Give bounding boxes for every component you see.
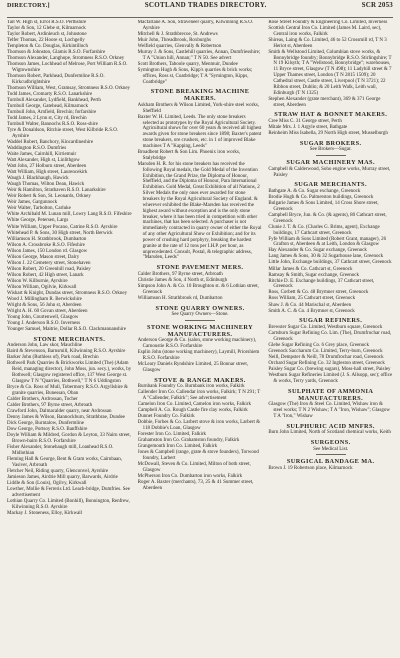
directory-entry: Campbell Bryce, Jun. & Co. (& agents), 80 Cathcart street, Greenock	[268, 212, 387, 224]
directory-entry: Reinheim Miss Isabella, 29 North High street, Musselburgh	[268, 130, 388, 136]
directory-entry: Tyre & Donaldson, Ritchie street, West Kilbride R.S.O. Ayrshire	[7, 128, 119, 140]
directory-entry: Lothian Quarry Co. Limited (Bonhill), Bonnington, Renfrew, Kilwinning R.S.O. Ayrshire	[7, 498, 130, 510]
cross-reference: See Brokers—Sugar.	[309, 147, 352, 153]
section-heading: SURGEONS.	[310, 439, 351, 446]
directory-entry: Forester Iron Co. Limited, Falkirk	[137, 432, 206, 438]
directory-entry: Burnbank Foundry Co. Burnbank iron works, Falkirk	[137, 384, 245, 390]
directory-entry: Dow George, Portsoy R.S.O. Banffshire	[7, 427, 88, 433]
directory-entry: Turnbull John, Arnfield, Brechin; forfarshire	[7, 110, 97, 116]
directory-entry: Baird & Stevenson, Barnsmill, Kilwinning R.S.O. Ayrshire	[7, 349, 126, 355]
directory-entry: Camelon Iron Co. Limited, Camelon iron works, Falkirk	[137, 402, 251, 408]
directory-entry: McLeary Daniels Ryndshire Limited, 25 Bonnar street, Glasgow	[137, 362, 248, 373]
directory-entry: Fisher Alexander, Stonehaugh mill, Loanhead R.S.O. Midlothian	[7, 444, 114, 456]
directory-entry: Ramsay & Smith, Sugar exchange, Greenock	[268, 272, 360, 278]
directory-entry: Williamson H. Strathbrook rd, Dumbarton	[137, 295, 223, 301]
directory-entry: Cartsburn Sugar Refining Co. Lim. (The), Drumfrochar road, Greenock	[268, 330, 392, 342]
directory-entry: Smith & Wellstood Limited, Columbian stove works, & Bonnybridge foundry; Bonnybridge R.S.O. Stirlingshire; T N 19 Kilsyth; T A "Wellstood, Bonnybridge"; warehouses, 11 Bryce street, Glasgow (T N 498); 11 Ladyhill street & 7 Upper Thames street, London (T N 2815 1509); 20 Cathedral street, Castle street, Liverpool (T N 3721); 22 Ribbon street, Dublin; & 20 Leith Walk, Leith wall, Edinburgh (T N 1325)	[268, 49, 392, 96]
directory-entry: Thomson William, West, Gramsay, Stromness R.S.O. Orkney	[7, 85, 131, 91]
directory-entry: Roger A. Baxter (merchants), 73, 25 & 41 Summer street, Aberdeen	[137, 480, 254, 491]
directory-entry: Shireas, Laing & Co. Limited, 46 to 52 Crossmill rd, T N 3 Heriot st, Aberdeen	[268, 37, 387, 49]
directory-entry: Watt Alexander, High st, Linlithgow	[7, 158, 80, 164]
directory-entry: Wilson W. Kilburnie, Ayrshire	[7, 278, 68, 284]
directory-entry: Broadbent Robert & Son Lim. Phoenix iron works, Stalybridge	[137, 150, 241, 161]
directory-entry: Young J. Anderson R.S.O. Inverness	[7, 321, 81, 326]
directory-entry: Waugh Thomas, Wilton Dean, Hawick	[7, 182, 85, 188]
directory-entry: Taylor Robert, Ardinleuch st, Johnstone	[7, 32, 87, 38]
section-heading: STOVE & RANGE MAKERS.	[154, 376, 246, 384]
divider	[316, 454, 346, 455]
directory-entry: Calder Brothers, 97 Byrne street, Arbroath	[7, 402, 93, 408]
cross-reference: See Quarry Owners—Stone.	[171, 312, 229, 318]
directory-entry: Callender Iron Co. Callendar iron works, Falkirk; T N 291; T A "Callender, Falkirk"; See advertisement	[137, 390, 261, 402]
header-page-number: SCR 2053	[361, 1, 393, 9]
directory-entry: Denny James & Wilson, Bannockburn, Strathbrae, Dundee	[7, 415, 125, 420]
directory-entry: Wood J. Millingham R. Berwickshire	[7, 296, 82, 302]
directory-entry: Calder Brothers, 97 Byrne street, Arbroath	[137, 271, 223, 277]
directory-entry: Shaw J. & Co. 44 Marischal st, Aberdeen	[268, 302, 352, 308]
directory-entry: Christie James & Son, 4 North st, Edinburgh	[137, 277, 228, 283]
directory-entry: Ross William, 25 Cathcart street, Greenock	[268, 296, 356, 302]
directory-entry: Wright A. H. 60 Govan street, Aberdeen	[7, 308, 88, 314]
directory-entry: Baxter W. H. Limited, Leeds. The only stone breakers selected as prototypes by the Royal Agricultural Society. Agricultural shows for over 60 years & received all highest awards given for stone breakers since 1898; Baxter's patent stone breakers, ore crushers, etc. in 1 of improved Blake machines T A "Kapping, Leeds"	[137, 114, 262, 149]
directory-entry: Wilson William, Ogilvie, Kirkwall	[7, 284, 77, 290]
directory-entry: Anderson George & Co. (salon, stone working machinery), Carnoustie R.S.O. Forfarshire	[137, 338, 257, 350]
directory-entry: Watt John, 27 Holburn street, Aberdeen	[7, 164, 87, 170]
directory-entry: Doyle William & Mildred, Gordon & Leyton, 33 Nairn street, Brown-bairn R.S.O. Forfarshire	[7, 433, 131, 444]
directory-entry: Wilson Robert, 20 Greenhill road, Paisley	[7, 266, 91, 272]
directory-entry: Brodie Hugh & Co. Palmerston buildings, Greenock	[268, 194, 374, 200]
columns	[7, 20, 393, 517]
directory-entry: McPherson Iron Co. Dumbarton iron works, Falkirk	[137, 474, 243, 480]
directory-entry: Thomson Robert, Parkhead, Dunfermline R.S.O. Kirkcudbrightshire	[7, 74, 105, 85]
directory-entry: Waddel Robert, Banchory, Kincardineshire	[7, 140, 94, 146]
section-heading: SURGICAL BANDAGE MA.	[286, 458, 375, 466]
directory-entry: Barker John (Ruthless of), Park road, Brechin	[7, 355, 99, 361]
directory-entry: Ritchie D. E. Exchange buildings, 37 Cathcart street, Greenock	[268, 278, 375, 290]
directory-entry: Wilson James, 150 London rd. Glasgow	[7, 248, 88, 254]
directory-entry: Smith A. C. & Co. 4 Brymner st, Greenock	[268, 308, 355, 314]
directory-entry: Clunie J. T. & Co. (Charles G. Brims, agent), Exchange buildings, 17 Cathcart street, Greenock	[268, 224, 380, 236]
directory-entry: Marsden H. R. for his stone breakers has received the following Royal medals, the Gold Medal of the Invention Exhibition, the Grand Prize, the Diploma of Honour, Sheffield, and the Diploma of Honour, Para International Exhibition. Gold Medal, Great Exhibition of all Nations, 2 Silver Medals the only ones ever awarded for stone breakers by the Royal Agricultural Society of England. & wherever exhibited the Blake-Marsden has received the highest award without exception and is the only stone breaker, where it has been tried in competition with other machines, that has been selected. A purchaser is not immediately contracted in quarry owner of either the Royal of any other Agricultural Show or Exhibition; and for its power of crushing hard porphyry, breaking the hardest granite at the rate of 12 tons per I.H.P. per hour, as unprecedented. Consult, Postal, & telegraphic address, "Marsden, Leeds"	[137, 161, 262, 261]
directory-entry: Hay Alexander & Co. Sugar exchange, Greenock	[268, 248, 367, 254]
directory-entry: Greenock Saccharum Co. Limited, Terry-burn, Greenock	[268, 348, 383, 354]
directory-entry: Whitehead P. & Sons, 30 High street, North Berwick	[7, 230, 113, 236]
section-heading: STRAW HAT & BONNET MAKERS.	[274, 111, 388, 119]
directory-entry: Scott Brothers, Taboole quarry, Menmuir, Dundee	[137, 61, 238, 67]
directory-entry: Orchard Sugar Refining Co. 32 Ingleston street, Greenock	[268, 360, 385, 366]
directory-entry: Bathgate A. & Co. Sugar exchange, Greenock	[268, 188, 361, 194]
column-2	[138, 20, 263, 517]
directory-entry: Glebe Sugar Refining Co. 6 Grey place, Greenock	[268, 342, 370, 348]
directory-entry: Murray J. & Sons, Castlehill quarries, Annan, Dumfriesshire; T A "Union hill, Annan;" T N 50. See advert	[137, 49, 261, 61]
cross-reference: See Medical List.	[313, 446, 349, 452]
directory-entry: Campbell A. Co. Rough Castle fire clay works, Falkirk	[137, 408, 248, 414]
directory-entry: Taylor & Son, 12 Glebe st, Kilmarnock	[7, 26, 86, 32]
section-heading: SUGAR REFINERS.	[299, 317, 363, 325]
directory-entry: Scottish Central Iron Co. Limited (James M. Laird, sec), Central iron works, Falkirk	[268, 26, 382, 37]
directory-entry: Turnbull George, Gatehead, Kilmarnock	[7, 104, 88, 110]
directory-entry: Wishart & Knight, Dundas street, Stromness R.S.O. Orkney	[7, 290, 128, 296]
directory-entry: Waddington R.S.O. Dumfries	[7, 146, 67, 152]
directory-entry: Williamson H. Strathbrook, Dumbarton	[7, 236, 87, 242]
directory-entry: Turnbull Walter, Bannochs R.S.O. Ross-shire	[7, 122, 98, 128]
directory-entry: Bryce & Co. Ross of Mull, Tobermory R.S.O. Argyllshire & granite quarries, Bunessan, Oban	[7, 385, 128, 396]
directory-entry: Mackay J. Stoneness, Elloy, Kirkwall	[7, 510, 83, 516]
directory-entry: Rose Street Foundry & Engineering Co. Limited, Inverness	[268, 20, 388, 25]
directory-entry: White William, Upper Pocano, Catrine R.S.O. Ayrshire	[7, 224, 118, 230]
directory-entry: Weir & Hamilton, Strathaven R.S.O. Lanarkshire	[7, 188, 106, 194]
section-heading: STONE WORKING MACHINERY MANUFACTURERS.	[147, 323, 254, 338]
directory-entry: White Archibald M. Lunan mill, Lowry Lang R.S.O. Fifeshire	[7, 212, 132, 218]
directory-entry: Wilson Robert, 42 High street, Lanark	[7, 272, 84, 278]
section-heading: STONE PAVEMENT MERS.	[156, 264, 244, 272]
directory-entry: Brown J. 19 Robertson place, Kilmarnock	[268, 465, 353, 471]
directory-entry: Crawford John, Dalmacalder quarry, near Ardrossan	[7, 408, 112, 414]
directory-entry: Wilson A. Crossbroke R.S.O. Fifeshire	[7, 242, 85, 248]
section-heading: STONE BREAKING MACHINE MAKERS.	[150, 88, 250, 103]
section-heading: SUGAR BROKERS.	[299, 139, 362, 147]
directory-entry: Lowther, Mollie & Ferreris Ltd. Leach-bridge, Dumfries. See advertisement	[7, 486, 130, 498]
directory-entry: Todd James, Cromarty R.S.O. Lanarkshire	[7, 92, 93, 97]
directory-entry: Grahamston Iron Co. Grahamston foundry, Falkirk	[137, 438, 240, 444]
directory-entry: Little John, Exchange buildings, 37 Cathcart street, Greenock	[268, 260, 392, 266]
directory-entry: Millar James & Co. Cathcart st, Greenock	[268, 266, 353, 272]
directory-entry: Younger Samuel, Maitrie, Dollar R.S.O. Clackmannanshire	[7, 327, 126, 333]
directory-entry: Calder Brothers, Ardrossan, Tocher	[7, 396, 78, 402]
directory-entry: Campbell & Calderwood, Soho engine works, Murray street, Paisley	[268, 166, 391, 178]
directory-entry: Esplin John (stone working machinery), Laymill, Priorshiem R.S.O. Forfarshire	[137, 350, 260, 362]
column-3	[268, 20, 393, 517]
directory-entry: Bulgarie James & Sons Limited, 14 Cross Shore street, Greenock	[268, 200, 379, 212]
directory-entry: Liddle & Son (Louis), Ogilvy, Kirkwall	[7, 480, 87, 486]
directory-entry: Jones & Campbell (range, grate & stove founders), Torwood foundry, Larbert	[137, 450, 259, 462]
directory-entry: Burn John Limited, North of Scotland chemical works, Keith	[268, 430, 391, 436]
directory-entry: Glasgow (The) Iron & Steel Co. Limited, Wishaw iron & steel works; T N 2 Wishaw; T A "Iron, Wishaw"; Glasgow T A "Iron," Wishaw	[268, 402, 390, 419]
directory-entry: Stephen Alexander (grate merchant), 369 & 371 George street, Aberdeen	[268, 96, 381, 108]
divider	[316, 155, 346, 156]
directory-entry: Westburn Sugar Refineries Limited (J. S. Allsopp, sec); office & works, Terry yards, Greenock	[268, 372, 393, 384]
directory-entry: McDowall, Steven & Co. Limited, Milton of both street, Glasgow	[137, 462, 251, 473]
directory-entry: Dunnet Foundry Co. Falkirk	[137, 414, 195, 420]
directory-entry: Paisley Sugar Co. (brewing sugars), Moss-hall street, Paisley	[268, 366, 391, 372]
section-heading: STONE MERCHANTS.	[33, 335, 106, 343]
directory-entry: Cree Miss C. 31 George street, Perth	[268, 118, 342, 124]
directory-entry: Bothwell Park Quarries & Brickworks Limited (The) (Adam Reid, managing director), John Moss, jun. secy.), works, by Bothwell; Glasgow registered office, 137 West George st. Glasgow T N "Quarries, Bothwell," T N 6 Uddingston	[7, 361, 132, 384]
directory-entry: Mitchell & J. Strathbrecoe, St. Andrews	[137, 31, 218, 37]
directory-entry: Fyfe William & Sons Limited (Robert Grant, manager), 26 Grafton st, Aberdeen & at Leith, London & Glasgow	[268, 236, 387, 248]
directory-entry: White George, Petersen, Largs	[7, 218, 69, 224]
directory-entry: Weir Robert & Son, St. Leonards, Orkney	[7, 194, 91, 200]
directory-entry: Lang James & Sons, 30 & 32 Sugarhouse lane, Greenock	[268, 254, 384, 260]
directory-entry: Thomson Alexander, Langhope, Stromness R.S.O. Orkney	[7, 56, 125, 62]
directory-entry: Dick George, Burntalow, Dunfermline	[7, 421, 84, 427]
directory-entry: Muir John, Threadbrook, Roxburghs	[137, 37, 211, 43]
divider	[185, 320, 215, 321]
directory-entry: Jamieson James, Airdrie Mill quarry, Barwards, Airdrie	[7, 474, 118, 480]
column-1	[7, 20, 132, 517]
directory-entry: Watt William, High street, Laurencekirk	[7, 170, 88, 176]
directory-entry: Mitale Mrs. J. 1 Argyle street, Bathgate	[268, 124, 348, 130]
directory-entry: Templeton & Co. Douglas, Kirkintilloch	[7, 44, 89, 50]
directory-entry: Young John, Courtenwell, Glasgow	[7, 314, 79, 320]
directory-entry: Simpson John A. & Co. 10 Broughton st. & 6 Lothian street, Greenock	[137, 283, 259, 295]
directory-entry: Ross, Corbett & Co. 48 Brymner street, Greenock	[268, 290, 369, 296]
directory-entry: Waite James, Cairnhill, Kirriemuir	[7, 152, 77, 158]
directory-entry: Telfer Thomas, 22 Hoore st, Lochgelly	[7, 38, 85, 44]
directory-entry: Waugh J. Blackhaugh, Hawick	[7, 176, 69, 182]
directory-entry: Dobbie, Forbes & Co. Larbert stove & iron works, Larbert & 118 Dobbie's Loan, Glasgow	[137, 420, 261, 432]
directory-entry: Grangemouth Iron Co. Limited, Falkirk	[137, 444, 218, 450]
header-title: SCOTLAND TRADES DIRECTORY.	[144, 1, 267, 9]
section-heading: STONE QUARRY OWNERS.	[155, 304, 245, 312]
directory-entry: Wilson George, Mason street, Dalry	[7, 254, 80, 260]
header-left: DIRECTORY.]	[7, 2, 50, 9]
directory-entry: Thomson & Johnston, Glamis R.S.O. Forfarshire	[7, 50, 106, 56]
directory-entry: Neill, Dempster & Neill, 78 Drumfrochar road, Greenock	[268, 354, 384, 360]
directory-entry: Macfarlane A. Son, Straveneer quarry, Kilwinning R.S.O. Ayrshire	[137, 20, 254, 31]
section-heading: SUGAR MERCHANTS.	[294, 181, 367, 189]
directory-entry: Weir Walter, Tarbolton, Carluke	[7, 206, 71, 212]
directory-entry: Fleming Hall & George, Bent & Gram works, Cairnbaan, Vasiver, Arbroath	[7, 456, 123, 468]
section-heading: SULPHURIC ACID MNFRS.	[286, 422, 375, 430]
directory-entry: Anderson John, Law skor, Mauchline	[7, 343, 83, 349]
directory-entry: Tait W. High st, Errol R.S.O. Perthshire	[7, 20, 87, 25]
directory-entry: Fletcher Neil, Riding quarry, Glenconvel, Ayrshire	[7, 468, 109, 474]
page-header	[7, 0, 393, 18]
directory-entry: Weir James, Gargunnock	[7, 200, 58, 206]
directory-entry: Turnbull Alexander, Lydfield, Bankhead, Perth	[7, 98, 101, 104]
directory-entry: Todd James, 2 Lynn st, City rd, Brechin	[7, 116, 87, 122]
section-heading: SUGAR MACHINERY MAS.	[286, 159, 375, 167]
directory-entry: Wilson J. 22 Cemetery street, Stonehaven	[7, 260, 91, 266]
directory-entry: Symington Hugh & Sons, Kipp's quarries & brick works; offices, Ross st, Coatbridge; T A "Symington, Kipps, Coatbridge"	[137, 67, 253, 85]
section-heading: SULPHATE OF AMMONIA MANUFACTURERS.	[288, 387, 374, 402]
directory-entry: Wright & Sons, 56 John st, Aberdeen	[7, 302, 82, 308]
directory-entry: Thomson James, Lochhead of Melrose, Port William R.S.O. Wigtownshire	[7, 62, 128, 74]
directory-entry: Brewster Sugar Co. Limited, Westburn square, Greenock	[268, 324, 383, 330]
directory-entry: Welfield quarries, Glenvally & Robertson	[137, 43, 222, 49]
directory-entry: Askham Brothers & Wilson Limited, York-shire steel works, Sheffield	[137, 102, 260, 114]
